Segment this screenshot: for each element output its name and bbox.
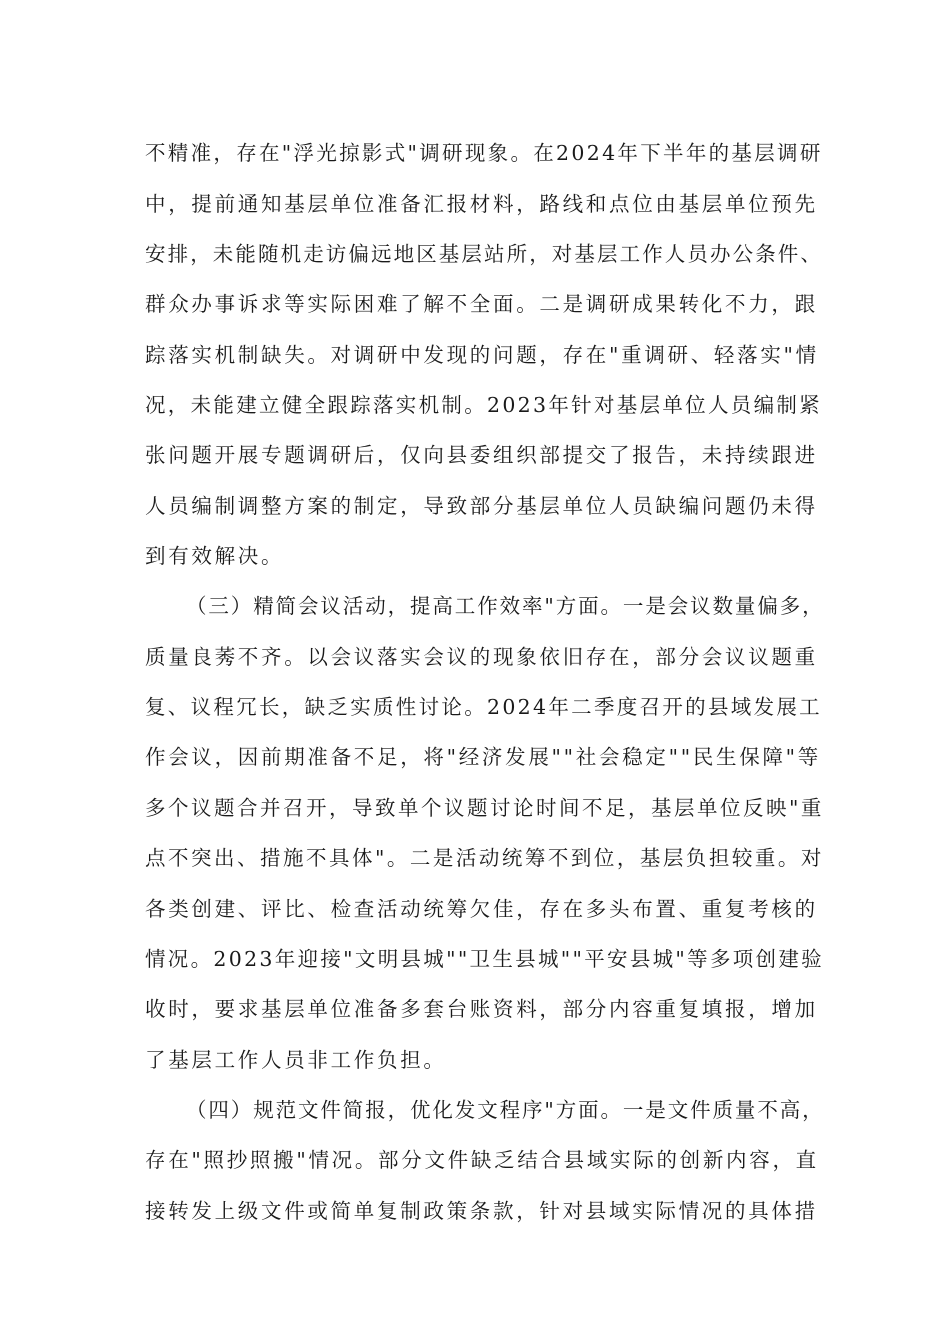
- text-line: 收时，要求基层单位准备多套台账资料，部分内容重复填报，增加: [145, 997, 818, 1021]
- text-line: 质量良莠不齐。以会议落实会议的现象依旧存在，部分会议议题重: [145, 645, 818, 669]
- text-line: 张问题开展专题调研后，仅向县委组织部提交了报告，未持续跟进: [145, 443, 818, 467]
- text-line: 不精准，存在"浮光掠影式"调研现象。在2024年下半年的基层调研: [145, 141, 823, 165]
- text-line: 多个议题合并召开，导致单个议题讨论时间不足，基层单位反映"重: [145, 796, 824, 820]
- text-line: 踪落实机制缺失。对调研中发现的问题，存在"重调研、轻落实"情: [145, 343, 819, 367]
- text-line: 到有效解决。: [145, 544, 285, 568]
- text-line: 况，未能建立健全跟踪落实机制。2023年针对基层单位人员编制紧: [145, 393, 822, 417]
- text-line: 情况。2023年迎接"文明县城""卫生县城""平安县城"等多项创建验: [145, 947, 824, 971]
- section-heading-line: （三）精简会议活动，提高工作效率"方面。一是会议数量偏多，: [186, 594, 825, 618]
- text-line: 群众办事诉求等实际困难了解不全面。二是调研成果转化不力，跟: [145, 292, 818, 316]
- text-line: 点不突出、措施不具体"。二是活动统筹不到位，基层负担较重。对: [145, 846, 824, 870]
- text-line: 作会议，因前期准备不足，将"经济发展""社会稳定""民生保障"等: [145, 745, 821, 769]
- text-line: 接转发上级文件或简单复制政策条款，针对县域实际情况的具体措: [145, 1199, 818, 1223]
- text-line: 各类创建、评比、检查活动统筹欠佳，存在多头布置、重复考核的: [145, 897, 818, 921]
- section-heading-line: （四）规范文件简报，优化发文程序"方面。一是文件质量不高，: [186, 1098, 825, 1122]
- text-line: 人员编制调整方案的制定，导致部分基层单位人员缺编问题仍未得: [145, 494, 818, 518]
- text-line: 了基层工作人员非工作负担。: [145, 1048, 447, 1072]
- text-line: 存在"照抄照搬"情况。部分文件缺乏结合县域实际的创新内容，直: [145, 1148, 819, 1172]
- text-line: 复、议程冗长，缺乏实质性讨论。2024年二季度召开的县域发展工: [145, 695, 822, 719]
- text-line: 中，提前通知基层单位准备汇报材料，路线和点位由基层单位预先: [145, 192, 818, 216]
- text-line: 安排，未能随机走访偏远地区基层站所，对基层工作人员办公条件、: [145, 242, 823, 266]
